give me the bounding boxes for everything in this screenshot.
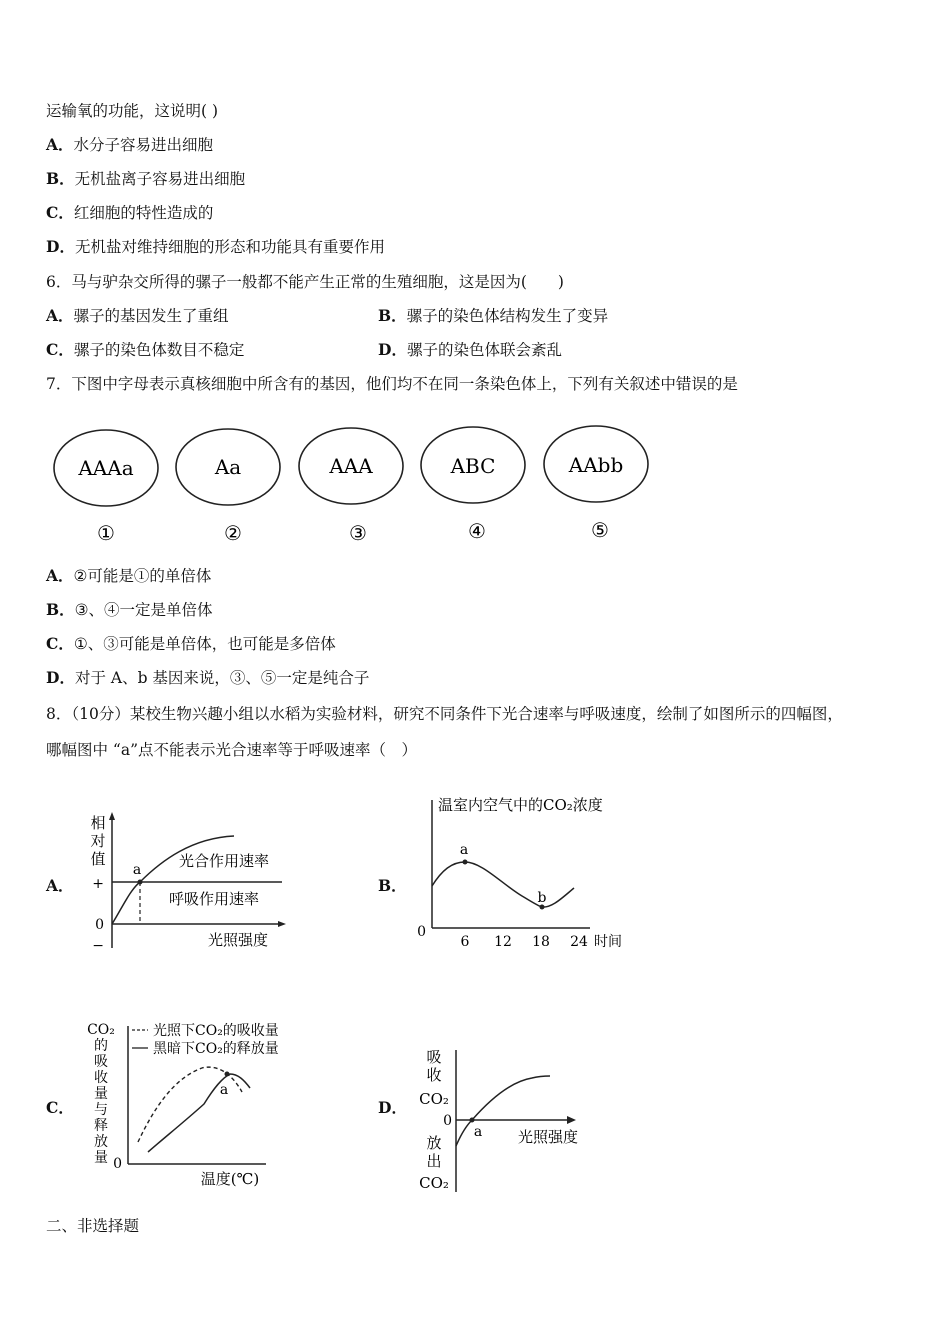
q5-option-a: A．水分子容易进出细胞: [46, 135, 214, 154]
cell-4-label: ④: [468, 519, 486, 543]
graph-c-point-label: a: [219, 1082, 229, 1098]
q8-stem-line1: 8．（10分）某校生物兴趣小组以水稻为实验材料，研究不同条件下光合速率与呼吸速度，绘制了如图所示的四幅图，: [46, 705, 843, 723]
q7-stem: 7．下图中字母表示真核细胞中所含有的基因，他们均不在同一条染色体上，下列有关叙述中错误的是: [46, 375, 738, 393]
cell-5-genes: AAbb: [568, 453, 624, 477]
graph-d-ylabel-top-2: 收: [426, 1066, 442, 1084]
graph-c-dashed-curve: [138, 1067, 242, 1142]
graph-b-tick-12: 12: [494, 934, 512, 950]
graph-a-curve1-label: 光合作用速率: [179, 852, 270, 870]
cell-3: [299, 428, 403, 545]
graph-b-tick-6: 6: [460, 934, 470, 950]
cell-3-label: ③: [349, 521, 367, 545]
graph-c-ylabel-8: 放: [94, 1134, 108, 1150]
graph-d: [412, 1046, 602, 1194]
graph-b-title: 温室内空气中的CO₂浓度: [438, 796, 603, 814]
section-2-title: 二、非选择题: [46, 1217, 140, 1235]
cell-1: [54, 430, 158, 545]
graph-c-ylabel-5: 量: [94, 1086, 108, 1102]
graph-d-ylabel-top-3: CO₂: [419, 1090, 449, 1108]
graph-a-plus: +: [92, 876, 104, 892]
q6-option-a: A．骡子的基因发生了重组: [46, 306, 229, 325]
q5-option-d: D．无机盐对维持细胞的形态和功能具有重要作用: [46, 237, 385, 256]
graph-a-ylabel-3: 值: [90, 850, 106, 868]
graph-c-legend-dashed: 光照下CO₂的吸收量: [153, 1023, 279, 1039]
graph-d-ylabel-bottom-3: CO₂: [419, 1174, 449, 1192]
q6-option-b: B．骡子的染色体结构发生了变异: [378, 306, 609, 325]
cell-2: [176, 429, 280, 545]
graph-b-letter: B．: [378, 876, 407, 895]
graph-b-zero: 0: [417, 924, 426, 940]
graph-c-ylabel-6: 与: [94, 1102, 108, 1118]
graph-b-xlabel: 时间: [594, 934, 622, 950]
graph-c-xlabel: 温度(℃): [200, 1170, 260, 1188]
graph-a-letter: A．: [46, 876, 74, 895]
cell-5: [544, 426, 648, 542]
cell-1-label: ①: [97, 521, 115, 545]
cell-4: [421, 427, 525, 543]
q5-option-b: B．无机盐离子容易进出细胞: [46, 169, 246, 188]
q7-cells-figure: [40, 420, 680, 550]
graph-d-ylabel-bottom-2: 出: [426, 1152, 442, 1170]
graph-a-ylabel-2: 对: [90, 832, 106, 850]
graph-d-ylabel-bottom-1: 放: [426, 1134, 442, 1152]
graph-a-ylabel-1: 相: [90, 814, 106, 832]
graph-b-curve: [432, 862, 574, 907]
graph-c-ylabel-9: 量: [94, 1150, 108, 1166]
graph-c-ylabel-2: 的: [94, 1038, 108, 1054]
graph-c: [84, 1018, 324, 1190]
graph-b-tick-18: 18: [532, 934, 550, 950]
cell-2-label: ②: [224, 521, 242, 545]
graph-d-letter: D．: [378, 1098, 407, 1117]
graph-d-ylabel-top-1: 吸: [426, 1048, 442, 1066]
graph-d-point-label: a: [473, 1124, 483, 1140]
q7-option-b: B．③、④一定是单倍体: [46, 600, 213, 619]
graph-a-xlabel: 光照强度: [208, 931, 269, 949]
graph-a-zero: 0: [95, 917, 104, 933]
q7-option-d: D．对于 A、b 基因来说，③、⑤一定是纯合子: [46, 668, 370, 687]
graph-c-point-a: [225, 1072, 230, 1077]
cell-2-genes: Aa: [214, 455, 242, 479]
graph-b-point-a: [463, 860, 468, 865]
graph-d-zero: 0: [443, 1113, 452, 1129]
cell-5-label: ⑤: [591, 518, 609, 542]
graph-a-photosynthesis-curve: [112, 836, 234, 924]
graph-c-ylabel-3: 吸: [94, 1054, 108, 1070]
cell-3-genes: AAA: [329, 454, 373, 478]
graph-b-point-a-label: a: [459, 842, 469, 858]
q5-option-c: C．红细胞的特性造成的: [46, 203, 214, 222]
graph-c-ylabel-7: 释: [94, 1118, 108, 1134]
graph-c-ylabel-4: 收: [94, 1070, 108, 1086]
cell-4-genes: ABC: [450, 454, 496, 478]
graph-b: [412, 788, 632, 953]
graph-a-minus: −: [92, 938, 104, 954]
graph-d-point-a: [470, 1118, 475, 1123]
graph-a-curve2-label: 呼吸作用速率: [169, 890, 260, 908]
graph-c-zero: 0: [113, 1156, 122, 1172]
q6-option-d: D．骡子的染色体联会紊乱: [378, 340, 562, 359]
graph-c-solid-curve: [148, 1074, 250, 1152]
graph-c-legend-solid: 黑暗下CO₂的释放量: [153, 1041, 279, 1057]
graph-a-point-label: a: [132, 862, 142, 878]
graph-a-point-a: [138, 880, 143, 885]
graph-a: [82, 808, 312, 956]
q8-stem-line2: 哪幅图中 “a”点不能表示光合速率等于呼吸速率（ ）: [46, 741, 418, 759]
cell-1-genes: AAAa: [78, 456, 134, 480]
q6-option-c: C．骡子的染色体数目不稳定: [46, 340, 245, 359]
q7-option-a: A．②可能是①的单倍体: [46, 566, 212, 585]
graph-c-letter: C．: [46, 1098, 74, 1117]
q6-stem: 6．马与驴杂交所得的骡子一般都不能产生正常的生殖细胞，这是因为( ): [46, 273, 564, 291]
graph-b-tick-24: 24: [570, 934, 588, 950]
graph-b-point-b-label: b: [537, 890, 547, 906]
graph-d-xlabel: 光照强度: [517, 1128, 579, 1146]
graph-c-ylabel-1: CO₂: [87, 1022, 115, 1038]
q5-stem-end: 运输氧的功能，这说明( ): [46, 102, 219, 120]
q7-option-c: C．①、③可能是单倍体，也可能是多倍体: [46, 634, 336, 653]
